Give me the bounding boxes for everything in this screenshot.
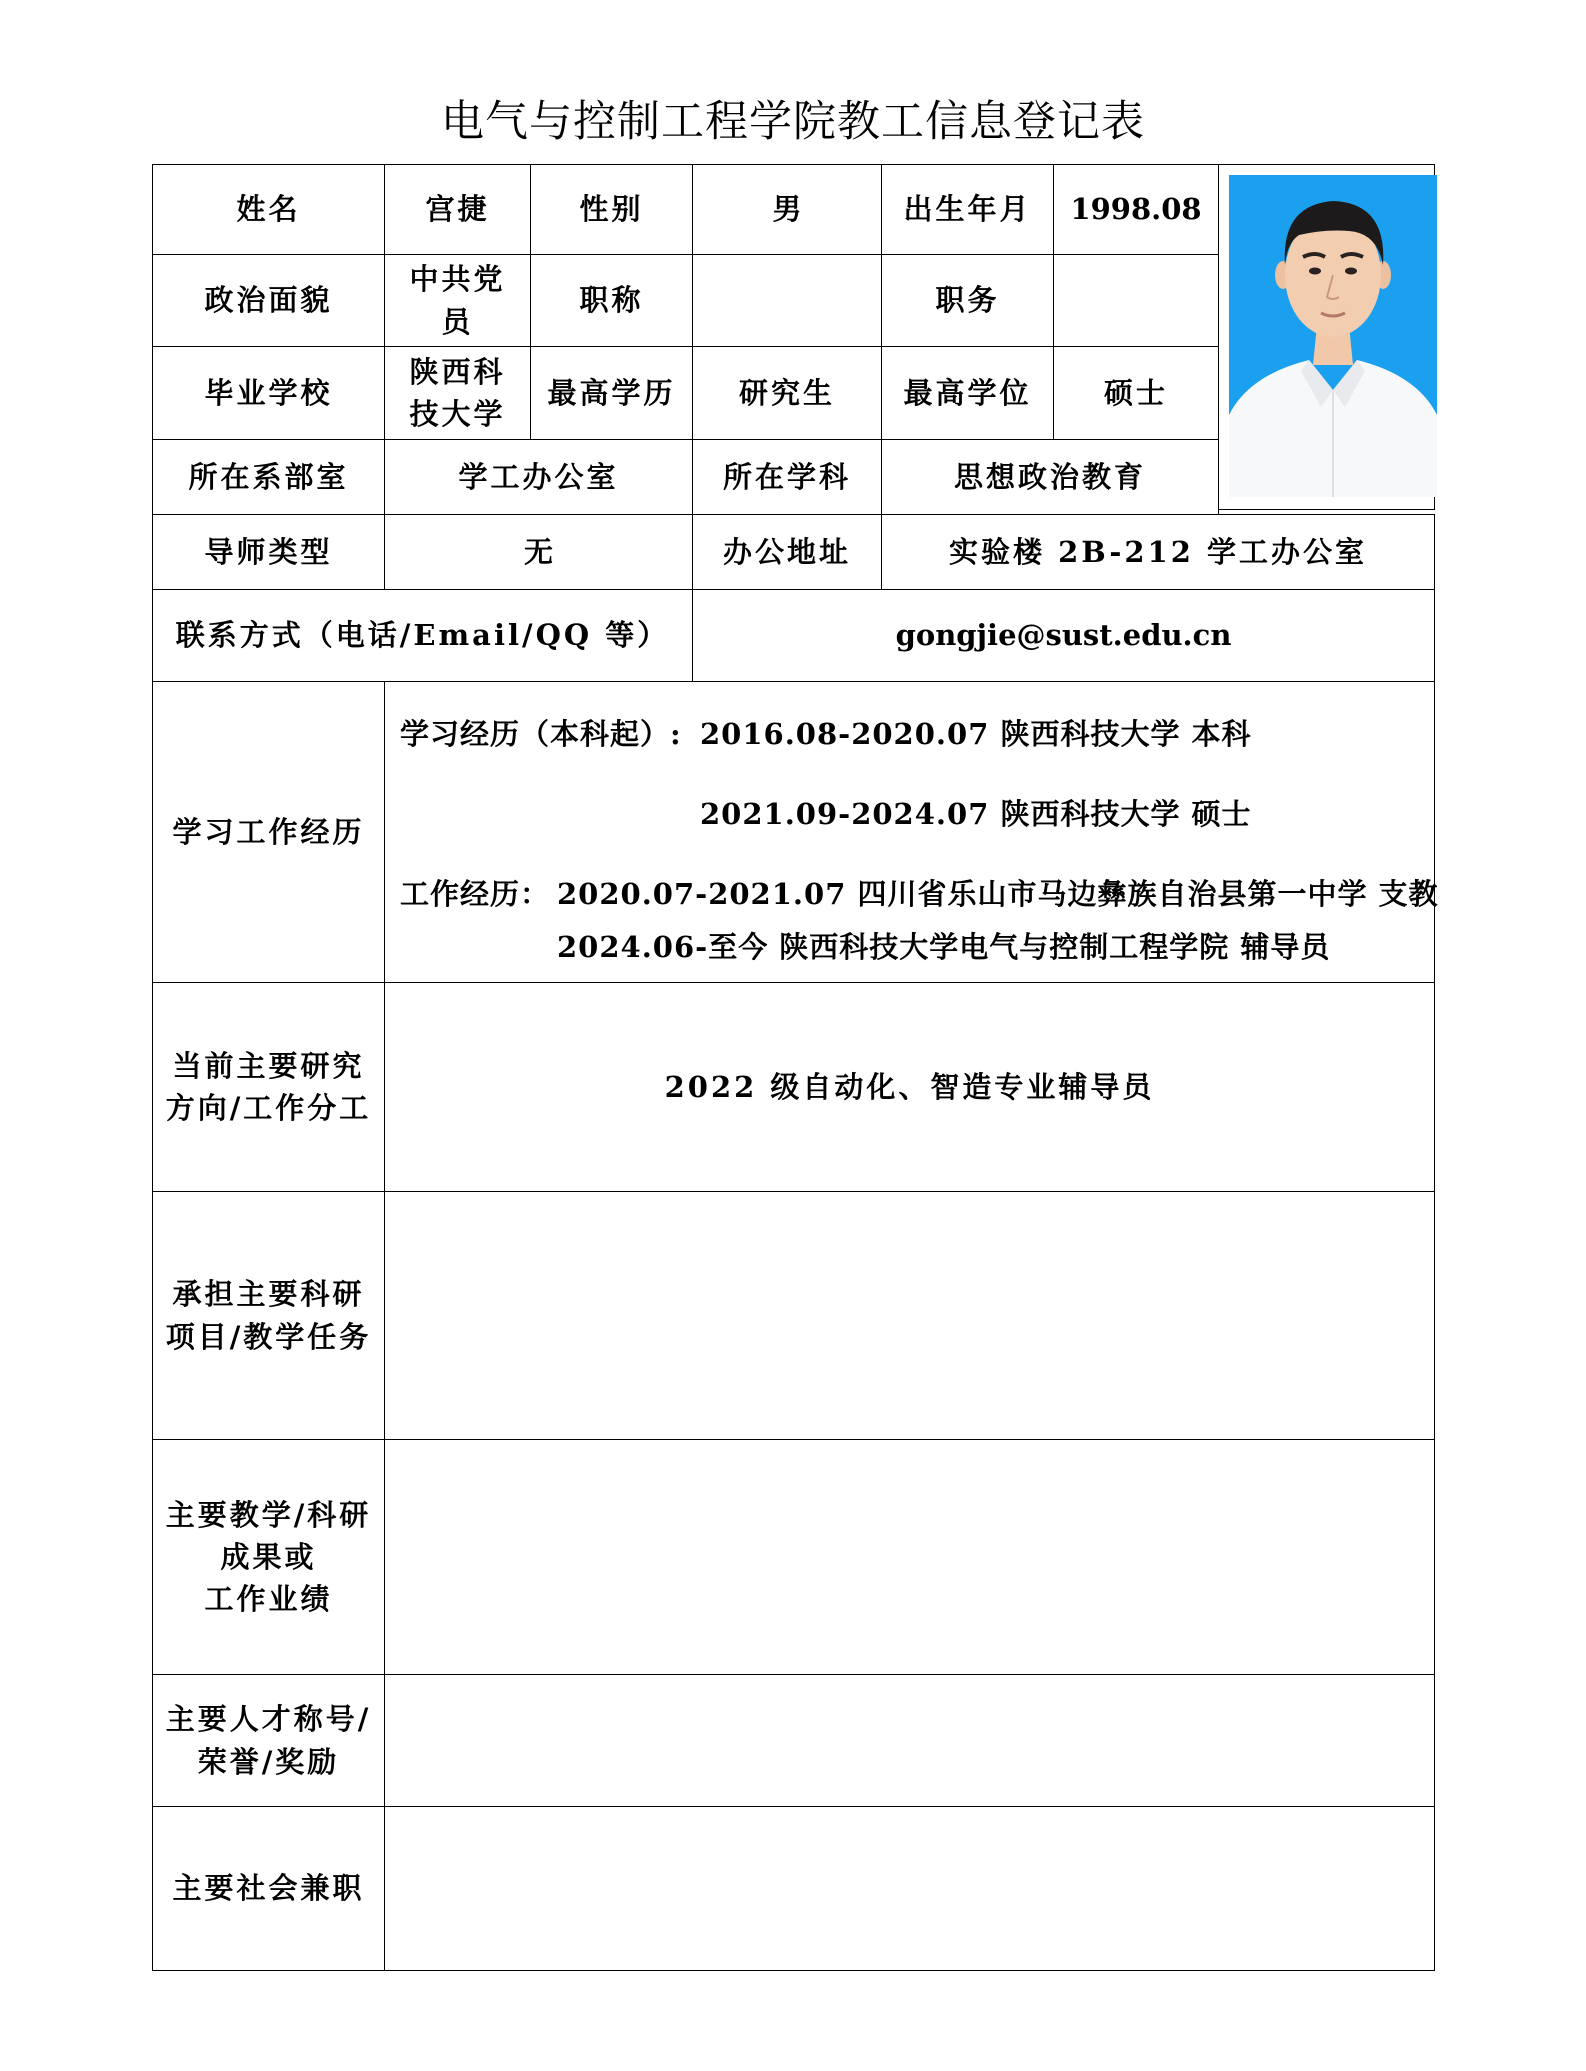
work-item-2: 2024.06-至今 陕西科技大学电气与控制工程学院 辅导员 [557,930,1331,964]
social-label: 主要社会兼职 [152,1806,385,1971]
birth-label: 出生年月 [881,164,1054,255]
research-value: 2022 级自动化、智造专业辅导员 [384,982,1435,1192]
achievements-label-line-1: 主要教学/科研 [165,1497,372,1532]
birth-value: 1998.08 [1053,164,1219,255]
study-prefix: 学习经历（本科起）: [400,717,682,751]
photo-cell [1218,164,1435,510]
honors-label-line-1: 主要人才称号/ [165,1702,372,1737]
projects-label-line-1: 承担主要科研 [172,1277,365,1312]
office-label: 办公地址 [692,514,882,590]
political-label: 政治面貌 [152,254,385,347]
gender-value: 男 [692,164,882,255]
discipline-value: 思想政治教育 [881,439,1219,515]
mentor-value: 无 [384,514,693,590]
projects-label-line-2: 项目/教学任务 [165,1319,372,1354]
school-label: 毕业学校 [152,346,385,440]
mentor-label: 导师类型 [152,514,385,590]
political-value [384,254,531,347]
social-value [384,1806,1435,1971]
person-photo-icon [1229,175,1437,497]
work-prefix: 工作经历： [400,877,551,911]
position-label: 职务 [881,254,1054,347]
page-title: 电气与控制工程学院教工信息登记表 [441,97,1145,147]
name-label: 姓名 [152,164,385,255]
person-photo [1229,175,1437,497]
study-item-1: 2016.08-2020.07 陕西科技大学 本科 [700,717,1252,751]
research-label-line-2: 方向/工作分工 [165,1091,372,1125]
dept-value: 学工办公室 [384,439,693,515]
political-line-1: 中共党 [409,262,506,297]
school-line-2: 技大学 [409,397,506,431]
education-label: 最高学历 [530,346,693,440]
gender-label: 性别 [530,164,693,255]
projects-value [384,1191,1435,1440]
achievements-value [384,1439,1435,1675]
name-value: 宫捷 [384,164,531,255]
title-value [692,254,882,347]
research-label [152,982,385,1192]
experience-label: 学习工作经历 [152,681,385,983]
contact-label: 联系方式（电话/Email/QQ 等） [152,589,693,682]
dept-label: 所在系部室 [152,439,385,515]
honors-value [384,1674,1435,1807]
work-item-1: 2020.07-2021.07 四川省乐山市马边彝族自治县第一中学 支教 [557,877,1439,911]
position-value [1053,254,1219,347]
research-label-line-1: 当前主要研究 [172,1048,365,1083]
degree-label: 最高学位 [881,346,1054,440]
contact-value: gongjie@sust.edu.cn [692,589,1435,682]
education-value: 研究生 [692,346,882,440]
achievements-label [152,1439,385,1675]
projects-label [152,1191,385,1440]
honors-label-line-2: 荣誉/奖励 [197,1744,340,1779]
school-line-1: 陕西科 [409,354,506,389]
office-value: 实验楼 2B-212 学工办公室 [881,514,1435,590]
title-label: 职称 [530,254,693,347]
political-line-2: 员 [441,304,474,339]
achievements-label-line-2: 成果或 [220,1539,317,1574]
discipline-label: 所在学科 [692,439,882,515]
school-value [384,346,531,440]
degree-value: 硕士 [1053,346,1219,440]
honors-label [152,1674,385,1807]
achievements-label-line-3: 工作业绩 [204,1582,333,1617]
study-item-2: 2021.09-2024.07 陕西科技大学 硕士 [700,797,1252,831]
